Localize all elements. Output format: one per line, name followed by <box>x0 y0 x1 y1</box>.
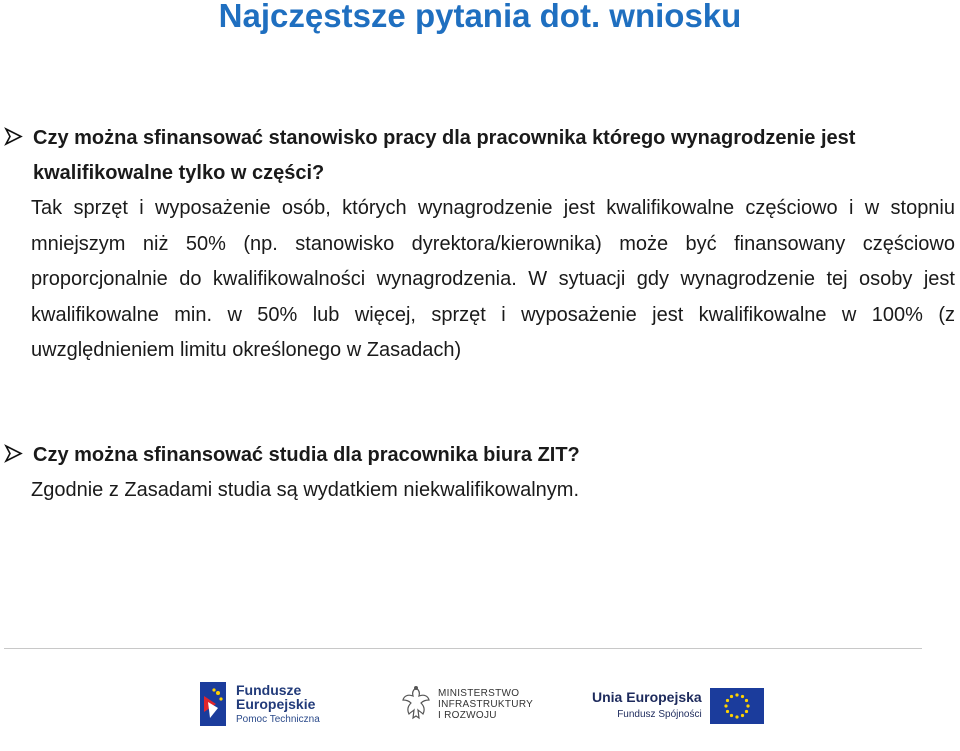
ue-logo-line2: Fundusz Spójności <box>617 709 702 720</box>
fe-logo-line3: Pomoc Techniczna <box>236 714 320 725</box>
unia-europejska-logo <box>592 688 764 724</box>
ministerstwo-logo <box>400 684 533 724</box>
fundusze-europejskie-logo <box>200 682 320 728</box>
mir-logo-line1: MINISTERSTWO <box>438 687 520 699</box>
faq-question: Czy można sfinansować studia dla pracownika biura ZIT? <box>33 444 580 466</box>
fe-logo-line1: Fundusze <box>236 682 302 698</box>
faq-item-2 <box>0 438 960 509</box>
footer-divider <box>4 648 922 649</box>
eagle-emblem-icon <box>400 684 432 724</box>
faq-answer: Zgodnie z Zasadami studia są wydatkiem niekwalifikowalnym. <box>31 479 580 501</box>
mir-logo-line2: INFRASTRUKTURY <box>438 698 534 710</box>
faq-answer: Tak sprzęt i wyposażenie osób, których wynagrodzenie jest kwalifikowalne częściowo i w stopniu mniejszym niż 50% (np. stanowisko dyrektora/kierownika) może być finansowany częściowo proporcjonalnie do kwalifikowalności wynagrodzenia. W sytuacji gdy wynagrodzenie tej osoby jest kwalifikowalne min. w 50% lub więcej, sprzęt i wyposażenie jest kwalifikowalne w 100% (z uwzględnieniem limitu określonego w Zasadach) <box>31 197 955 361</box>
arrowhead-bullet-icon <box>3 438 25 468</box>
mir-logo-line3: I ROZWOJU <box>438 709 497 721</box>
arrowhead-bullet-icon <box>3 121 25 151</box>
faq-question: Czy można sfinansować stanowisko pracy dla pracownika którego wynagrodzenie jest kwalifikowalne tylko w części? <box>33 127 856 184</box>
eu-flag-icon <box>710 688 764 724</box>
page-title: Najczęstsze pytania dot. wniosku <box>218 0 742 34</box>
fe-logo-line2: Europejskie <box>236 696 316 712</box>
fe-star-icon <box>200 682 230 728</box>
ue-logo-line1: Unia Europejska <box>592 689 702 705</box>
faq-item-1 <box>0 121 960 369</box>
footer-logos <box>0 670 960 750</box>
